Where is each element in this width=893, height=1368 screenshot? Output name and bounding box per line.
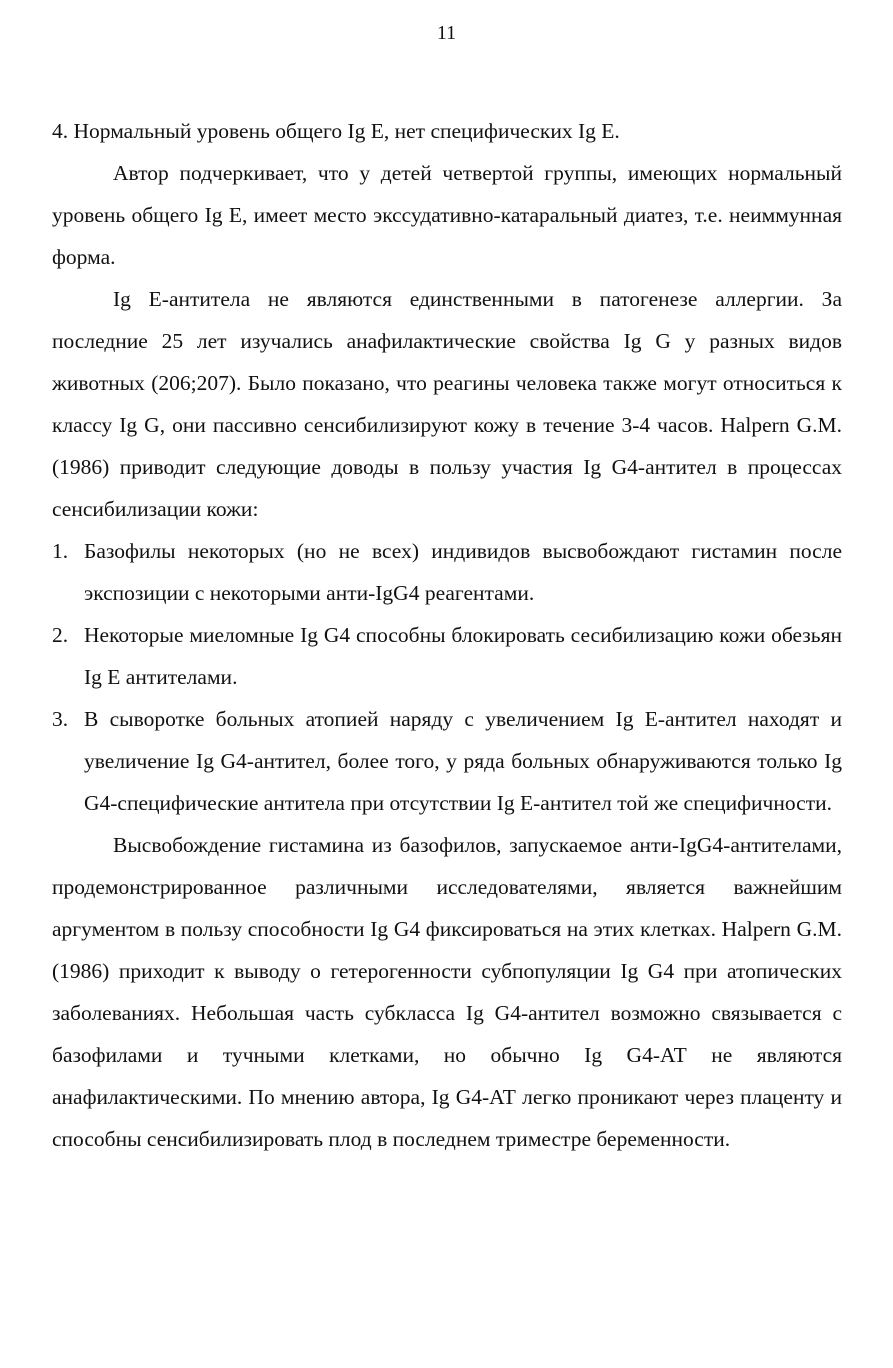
page-number: 11 (436, 22, 457, 44)
list-item-number: 1. (52, 539, 69, 563)
document-body (52, 110, 842, 1160)
list-item-text: Базофилы некоторых (но не всех) индивидов высвобождают гистамин после экспозиции с некоторыми анти-IgG4 реагентами. (84, 539, 842, 605)
list-item-number: 2. (52, 623, 69, 647)
intro-item: 4. Нормальный уровень общего Ig E, нет специфических Ig E. (52, 119, 620, 143)
paragraph-3: Высвобождение гистамина из базофилов, запускаемое анти-IgG4-антителами, продемонстрированное различными исследователями, является важнейшим аргументом в пользу способности Ig G4 фиксироваться на этих клетках. Halpern G.M. (1986) приходит к выводу о гетерогенности субпопуляции Ig G4 при атопических заболеваниях. Небольшая часть субкласса Ig G4-антител возможно связывается с базофилами и тучными клетками, но обычно Ig G4-АТ не являются анафилактическими. По мнению автора, Ig G4-АТ легко проникают через плаценту и способны сенсибилизировать плод в последнем триместре беременности. (52, 833, 842, 1151)
list-item-text: В сыворотке больных атопией наряду с увеличением Ig E-антител находят и увеличение Ig G4-антител, более того, у ряда больных обнаруживаются только Ig G4-специфические антитела при отсутствии Ig E-антител той же специфичности. (84, 707, 842, 815)
list-item-text: Некоторые миеломные Ig G4 способны блокировать сесибилизацию кожи обезьян Ig E антителами. (84, 623, 842, 689)
paragraph-2: Ig E-антитела не являются единственными в патогенезе аллергии. За последние 25 лет изучались анафилактические свойства Ig G у разных видов животных (206;207). Было показано, что реагины человека также могут относиться к классу Ig G, они пассивно сенсибилизируют кожу в течение 3-4 часов. Halpern G.M. (1986) приводит следующие доводы в пользу участия Ig G4-антител в процессах сенсибилизации кожи: (52, 287, 842, 521)
list-item-3 (52, 698, 842, 824)
list-item-number: 3. (52, 707, 69, 731)
list-item-1 (52, 530, 842, 614)
list-item-2 (52, 614, 842, 698)
paragraph-1: Автор подчеркивает, что у детей четвертой группы, имеющих нормальный уровень общего Ig E, имеет место экссудативно-катаральный диатез, т.е. неиммунная форма. (52, 161, 842, 269)
